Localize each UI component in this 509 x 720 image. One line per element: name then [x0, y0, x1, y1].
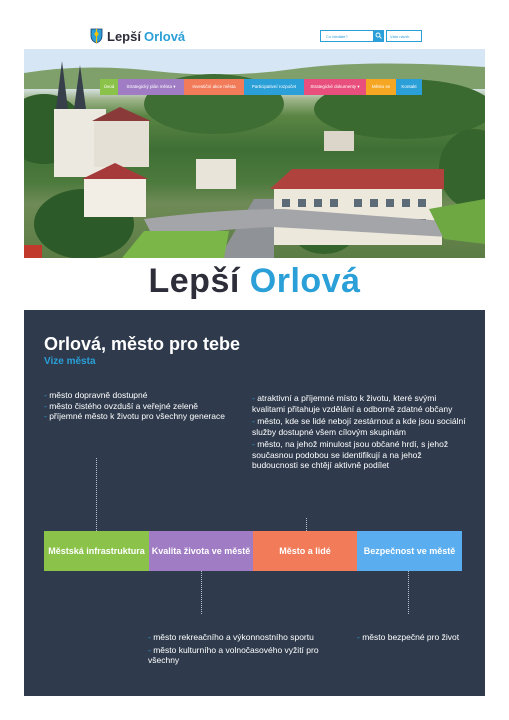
bullets-security	[357, 632, 469, 643]
bullets-infrastructure	[44, 390, 244, 422]
search-button[interactable]	[373, 30, 384, 42]
connector-line	[408, 571, 409, 614]
list-item: - město dopravně dostupné	[44, 390, 148, 400]
poll-button[interactable]: Vám návrh	[386, 30, 422, 42]
city-crest-icon	[90, 28, 103, 44]
pillar-quality-of-life: Kvalita života ve městě	[149, 531, 253, 571]
list-item: - příjemné město k životu pro všechny generace	[44, 411, 225, 421]
city-photo	[24, 49, 485, 258]
search-input[interactable]: Co hledáte?	[320, 30, 382, 42]
vision-panel	[24, 310, 485, 696]
search-icon	[375, 32, 382, 39]
website-screenshot	[24, 23, 485, 258]
list-item: - město rekreačního a výkonnostního sportu	[148, 632, 314, 642]
nav-strategic-plan[interactable]: Strategický plán města ▾	[118, 79, 184, 95]
nav-contact[interactable]: Kontakt	[396, 79, 422, 95]
nav-investment[interactable]: Investiční akce města	[184, 79, 244, 95]
pillar-security: Bezpečnost ve městě	[357, 531, 462, 571]
nav-city[interactable]: Město se	[366, 79, 396, 95]
list-item: - atraktivní a příjemné místo k životu, které svými kvalitami přitahuje vzdělání a odborně zdatné občany	[252, 393, 453, 414]
pillar-city-and-people: Město a lidé	[253, 531, 357, 571]
logo-word-2: Orlová	[143, 28, 186, 44]
site-header	[24, 23, 485, 49]
nav-strategic-documents[interactable]: Strategické dokumenty ▾	[304, 79, 366, 95]
list-item: - město kulturního a volnočasového vyžití pro všechny	[148, 644, 319, 665]
logo-word-1: Lepší	[107, 28, 141, 44]
connector-line	[201, 571, 202, 614]
nav-participative-budget[interactable]: Participativní rozpočet	[244, 79, 304, 95]
title-word-1: Lepší	[148, 262, 240, 300]
pillar-infrastructure: Městská infrastruktura	[44, 531, 149, 571]
bullets-people	[252, 393, 467, 471]
list-item: - město, na jehož minulost jsou občané hrdí, s jehož současnou podobou se identifikují a na jehož budoucnosti se chtějí aktivně podílet	[252, 439, 449, 470]
list-item: - město, kde se lidé nebojí zestárnout a kde jsou sociální služby dostupné všem cílovým skupinám	[252, 416, 466, 437]
vision-heading: Orlová, město pro tebe	[44, 334, 241, 354]
connector-line	[306, 518, 307, 531]
nav-home[interactable]: Úvod	[100, 79, 118, 95]
page-title	[0, 262, 509, 301]
list-item: - město bezpečné pro život	[357, 632, 460, 642]
vision-subheading: Vize města	[44, 356, 96, 367]
bullets-quality-of-life	[148, 632, 333, 666]
list-item: - město čistého ovzduší a veřejné zeleně	[44, 400, 199, 411]
title-word-2: Orlová	[249, 262, 361, 300]
site-logo[interactable]	[90, 27, 185, 45]
connector-line	[96, 458, 97, 531]
